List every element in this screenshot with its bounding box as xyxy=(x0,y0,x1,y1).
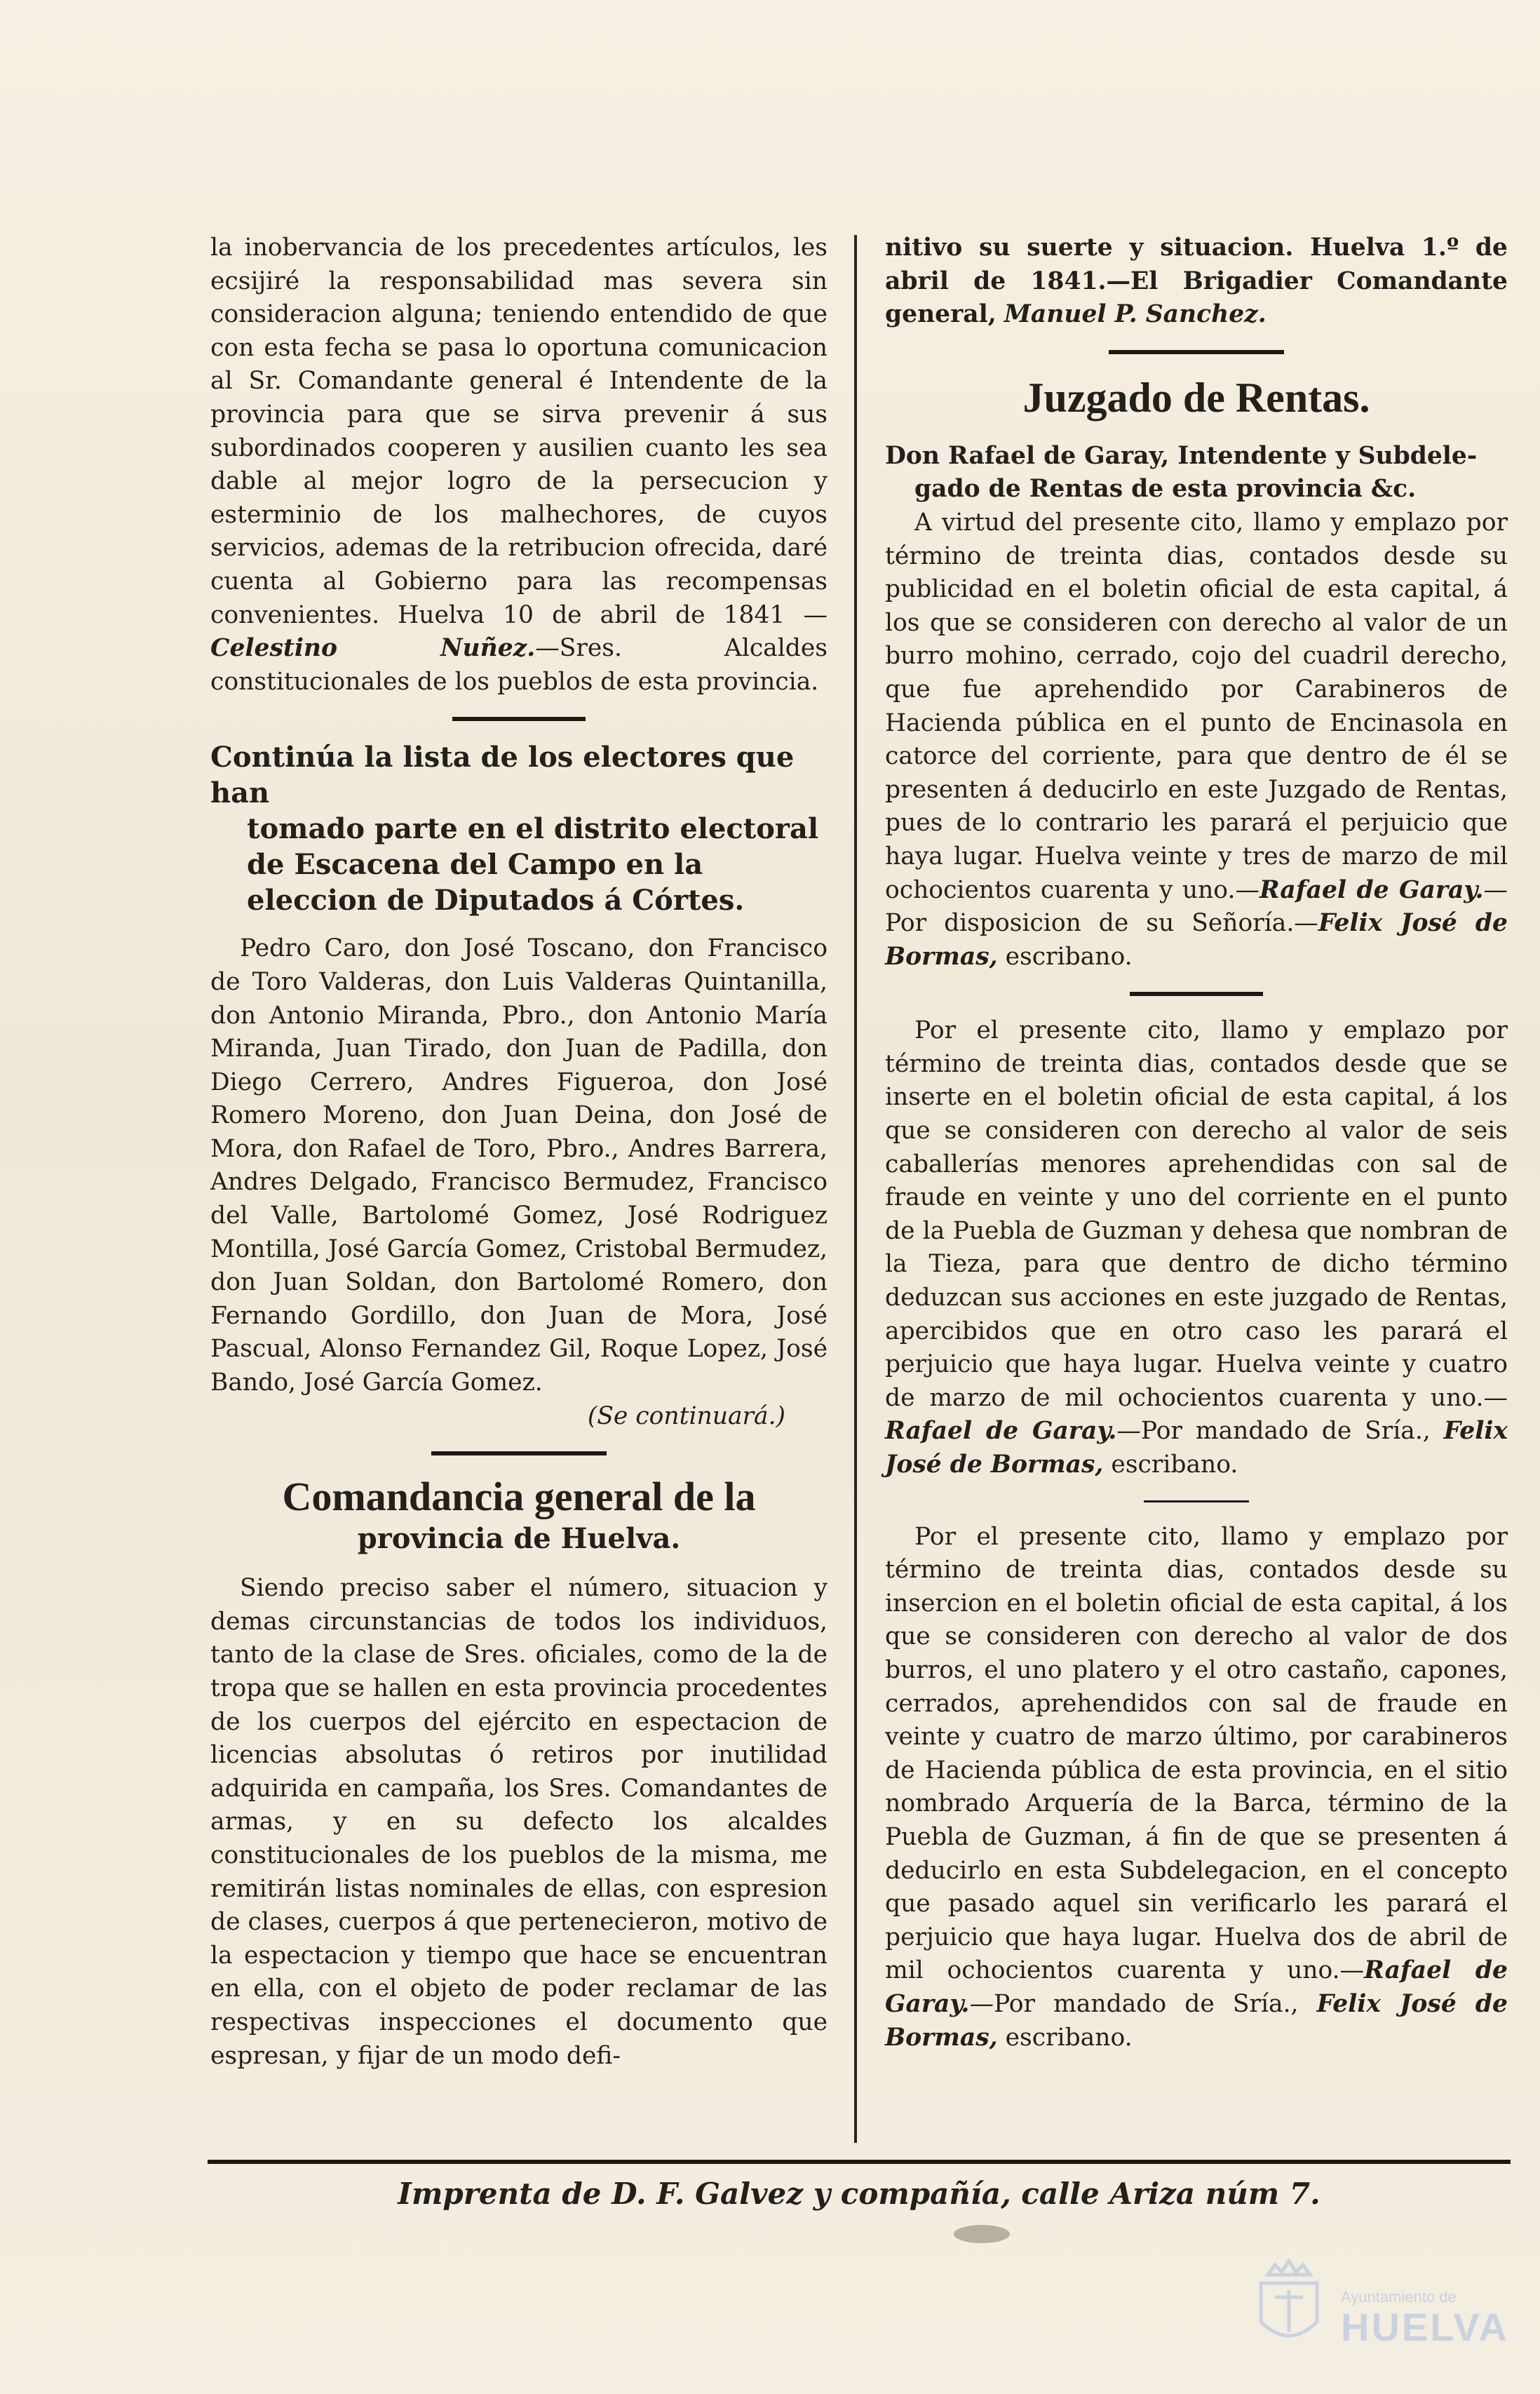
section-divider xyxy=(452,717,586,721)
column-divider xyxy=(854,235,857,2143)
notice-3 xyxy=(885,1521,1508,2055)
notice-2-signature-bormas: Felix José de Bormas, xyxy=(885,1417,1508,1479)
watermark-small: Ayuntamiento de xyxy=(1341,2288,1457,2306)
section-divider xyxy=(1130,992,1263,996)
left-column xyxy=(210,231,828,2073)
ink-blot xyxy=(954,2225,1010,2243)
juzgado-title: Juzgado de Rentas. xyxy=(1022,374,1370,421)
notice-2-text: Por el presente cito, llamo y emplazo por término de treinta dias, contados desde que se inserte en el boletin oficial de esta capital, á los que se consideren con derecho al valor de seis caballerías menores aprehendidas con sal de fraude en veinte y uno del corriente en el punto de la Puebla de Guzman y dehesa que nombran de la Tieza, para que dentro de dicho término deduzcan sus acciones en este juzgado de Rentas, apercibidos que en otro caso les parará el perjuicio que haya lugar. Huelva veinte y cuatro de marzo de mil ochocientos cuarenta y uno.— xyxy=(885,1016,1508,1412)
notice-2-end: escribano. xyxy=(1111,1451,1238,1479)
electors-heading-line1: Continúa la lista de los electores que han xyxy=(210,741,795,810)
footer-rule xyxy=(208,2160,1511,2164)
comandancia-title: Comandancia general de la xyxy=(282,1474,756,1520)
right-column xyxy=(885,231,1508,2055)
electors-list: Pedro Caro, don José Toscano, don Francisco de Toro Valderas, don Luis Valderas Quintanilla, don Antonio Miranda, Pbro., don Antonio María Miranda, Juan Tirado, don Juan de Padilla, don Diego Cerrero, Andres Figueroa, don José Romero Moreno, don Juan Deina, don José de Mora, don Rafael de Toro, Pbro., Andres Barrera, Andres Delgado, Francisco Bermudez, Francisco del Valle, Bartolomé Gomez, José Rodriguez Montilla, José García Gomez, Cristobal Bermudez, don Juan Soldan, don Bartolomé Romero, don Fernando Gordillo, don Juan de Mora, José Pascual, Alonso Fernandez Gil, Roque Lopez, José Bando, José García Gomez. xyxy=(210,934,828,1397)
watermark-big: HUELVA xyxy=(1341,2305,1509,2349)
section-divider xyxy=(1144,1500,1249,1502)
intro-paragraph xyxy=(210,231,828,699)
comandancia-subtitle: provincia de Huelva. xyxy=(357,1522,681,1556)
notice-1-signature-bormas: Felix José de Bormas, xyxy=(885,909,1508,971)
notice-1-text: A virtud del presente cito, llamo y emplazo por término de treinta dias, contados desde su publicidad en el boletin oficial de esta capital, á los que se consideren con derecho al valor de un burro mohino, cerrado, cojo del cuadril derecho, que fue aprehendido por Carabineros de Hacienda pública en el punto de Encinasola en catorce del corriente, para que dentro de él se presenten á deducirlo en este Juzgado de Rentas, pues de lo contrario les parará el perjuicio que haya lugar. Huelva veinte y tres de marzo de mil ochocientos cuarenta y uno.— xyxy=(885,508,1508,904)
notice-3-text: Por el presente cito, llamo y emplazo por término de treinta dias, contados desde su insercion en el boletin oficial de esta capital, á los que se consideren con derecho al valor de dos burros, el uno platero y el otro castaño, capones, cerrados, aprehendidos con sal de fraude en veinte y cuatro de marzo último, por carabineros de Hacienda pública de esta provincia, en el sitio nombrado Arquería de la Barca, término de la Puebla de Guzman, á fin de que se presenten á deducirlo en esta Subdelegacion, en el concepto que pasado aquel sin verificarlo les parará el perjuicio que haya lugar. Huelva dos de abril de mil ochocientos cuarenta y uno.— xyxy=(885,1522,1508,1985)
notice-1 xyxy=(885,506,1508,974)
comandancia-ending xyxy=(885,231,1508,332)
notice-1-mid: —Por disposicion de su Señoría.— xyxy=(885,875,1508,938)
juzgado-subhead xyxy=(885,440,1508,506)
juzgado-subhead-line2: gado de Rentas de esta provincia &c. xyxy=(914,475,1417,504)
electors-heading-rest: tomado parte en el distrito electoral de Escacena del Campo en la eleccion de Diputados á Córtes. xyxy=(247,812,819,917)
city-crest-icon xyxy=(1247,2255,1331,2353)
imprint-line: Imprenta de D. F. Galvez y compañía, calle Ariza núm 7. xyxy=(398,2177,1321,2211)
juzgado-subhead-line1: Don Rafael de Garay, Intendente y Subdele- xyxy=(885,441,1478,470)
notice-2-signature-garay: Rafael de Garay. xyxy=(885,1417,1117,1446)
notice-2-mid: —Por mandado de Sría., xyxy=(1116,1417,1431,1446)
watermark-text xyxy=(1341,2288,1509,2348)
continuara-note: (Se continuará.) xyxy=(587,1401,785,1430)
intro-signature: Celestino Nuñez. xyxy=(210,634,536,663)
section-divider xyxy=(431,1451,607,1455)
notice-1-signature-garay: Rafael de Garay. xyxy=(1259,875,1484,904)
notice-3-end: escribano. xyxy=(1005,2023,1133,2052)
notice-3-signature-bormas: Felix José de Bormas, xyxy=(885,1989,1508,2052)
intro-closing: —Sres. Alcaldes constitucionales de los pueblos de esta provincia. xyxy=(210,634,828,696)
notice-1-end: escribano. xyxy=(1005,942,1133,971)
notice-3-signature-garay: Rafael de Garay. xyxy=(885,1956,1508,2018)
section-divider xyxy=(1109,350,1284,354)
comandancia-text: Siendo preciso saber el número, situacion y demas circunstancias de todos los individuos, tanto de la clase de Sres. oficiales, como de la de tropa que se hallen en esta provincia procedentes de los cuerpos del ejército en espectacion de licencias absolutas ó retiros por inutilidad adquirida en campaña, los Sres. Comandantes de armas, y en su defecto los alcaldes constitucionales de los pueblos de la misma, me remitirán listas nominales de ellas, con espresion de clases, cuerpos á que pertenecieron, motivo de la espectacion y tiempo que hace se encuentran en ella, con el objeto de poder reclamar de las respectivas inspecciones el documento que espresan, y fijar de un modo defi- xyxy=(210,1574,828,2070)
comandancia-end-text: nitivo su suerte y situacion. Huelva 1.º de abril de 1841.—El Brigadier Comandante general, xyxy=(885,234,1508,329)
notice-2 xyxy=(885,1014,1508,1481)
notice-3-mid: —Por mandado de Sría., xyxy=(969,1989,1299,2018)
comandancia-signature: Manuel P. Sanchez. xyxy=(1004,300,1267,329)
intro-text: la inobervancia de los precedentes artículos, les ecsijiré la responsabilidad mas severa sin consideracion alguna; teniendo entendido de que con esta fecha se pasa lo oportuna comunicacion al Sr. Comandante general é Intendente de la provincia para que se sirva prevenir á sus subordinados cooperen y ausilien cuanto les sea dable al mejor logro de la persecucion y esterminio de los malhechores, de cuyos servicios, ademas de la retribucion ofrecida, daré cuenta al Gobierno para las recompensas convenientes. Huelva 10 de abril de 1841 — xyxy=(210,234,828,629)
electors-heading xyxy=(210,739,828,918)
